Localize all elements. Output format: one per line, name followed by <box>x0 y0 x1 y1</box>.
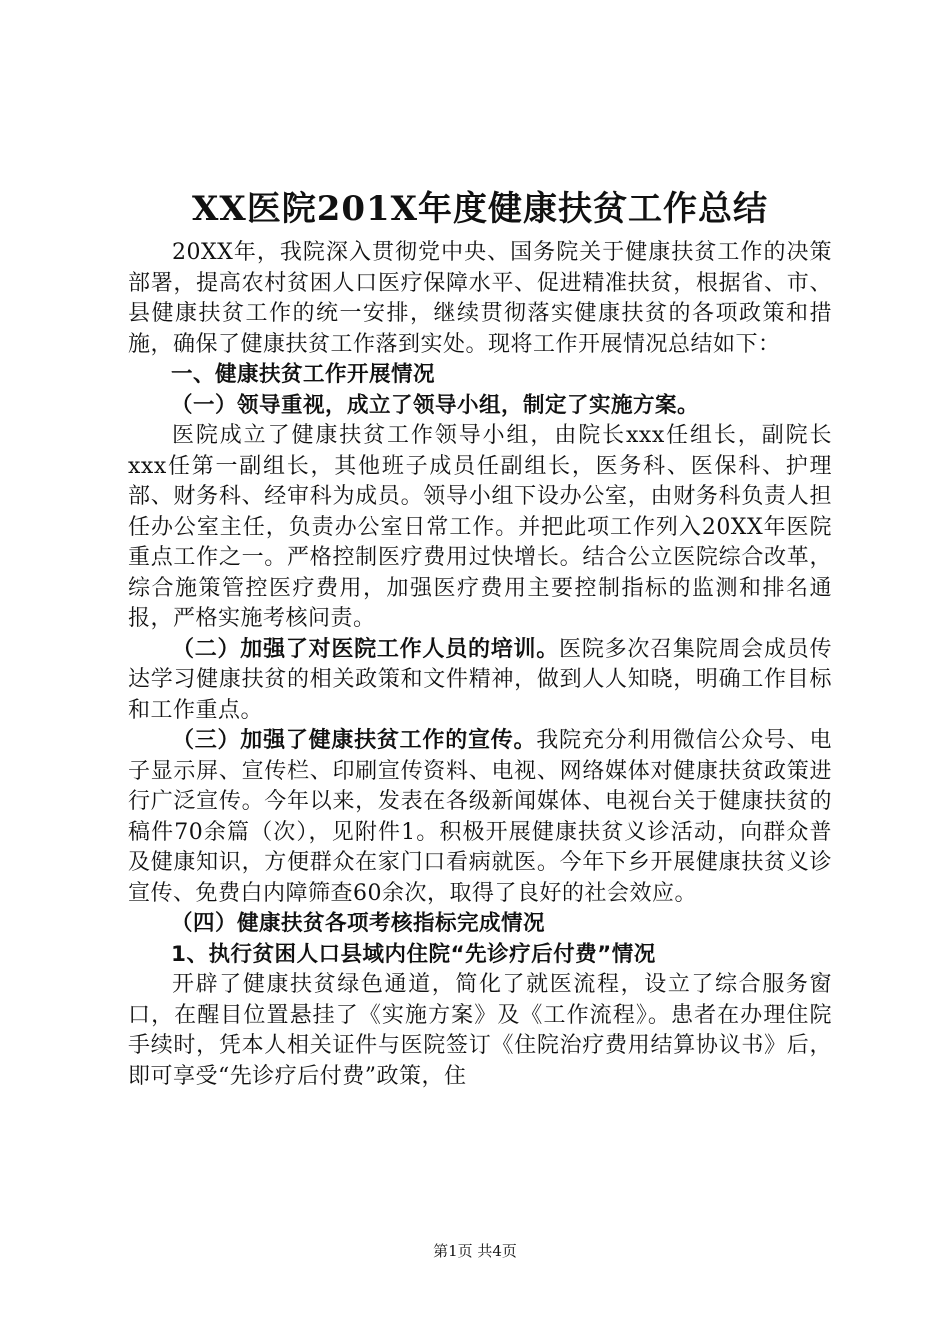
subsection-heading-1: （一）领导重视，成立了领导小组，制定了实施方案。 <box>171 392 700 418</box>
intro-paragraph: 20XX年，我院深入贯彻党中央、国务院关于健康扶贫工作的决策部署，提高农村贫困人口医疗保障水平、促进精准扶贫，根据省、市、县健康扶贫工作的统一安排，继续贯彻落实健康扶贫的各项政策和措施，确保了健康扶贫工作落到实处。现将工作开展情况总结如下： <box>128 240 832 357</box>
page-footer: 第1页 共4页 <box>433 1242 517 1260</box>
document-title: XX医院201X年度健康扶贫工作总结 <box>191 189 769 229</box>
publicity-paragraph <box>128 726 832 909</box>
publicity-lead: （三）加强了健康扶贫工作的宣传。 <box>172 728 537 753</box>
green-channel-paragraph: 开辟了健康扶贫绿色通道，简化了就医流程，设立了综合服务窗口，在醒目位置悬挂了《实施方案》及《工作流程》。患者在办理住院手续时，凭本人相关证件与医院签订《住院治疗费用结算协议书》后，即可享受“先诊疗后付费”政策，住 <box>128 972 832 1089</box>
training-text: 医院多次召集院周会成员传达学习健康扶贫的相关政策和文件精神，做到人人知晓，明确工作目标和工作重点。 <box>128 636 832 723</box>
item-heading-1: 1、执行贫困人口县域内住院“先诊疗后付费”情况 <box>171 941 656 967</box>
publicity-text: 我院充分利用微信公众号、电子显示屏、宣传栏、印刷宣传资料、电视、网络媒体对健康扶贫政策进行广泛宣传。今年以来，发表在各级新闻媒体、电视台关于健康扶贫的稿件70余篇（次），见附件1。积极开展健康扶贫义诊活动，向群众普及健康知识，方便群众在家门口看病就医。今年下乡开展健康扶贫义诊宣传、免费白内障筛查60余次，取得了良好的社会效应。 <box>128 728 832 906</box>
training-lead: （二）加强了对医院工作人员的培训。 <box>172 636 560 662</box>
section-heading-1: 一、健康扶贫工作开展情况 <box>171 362 436 387</box>
document-body <box>128 186 832 1092</box>
leadership-paragraph: 医院成立了健康扶贫工作领导小组，由院长xxx任组长，副院长xxx任第一副组长，其他班子成员任副组长，医务科、医保科、护理部、财务科、经审科为成员。领导小组下设办公室，由财务科负责人担任办公室主任，负责办公室日常工作。并把此项工作列入20XX年医院重点工作之一。严格控制医疗费用过快增长。结合公立医院综合改革，综合施策管控医疗费用，加强医疗费用主要控制指标的监测和排名通报，严格实施考核问责。 <box>128 423 832 631</box>
training-paragraph <box>128 635 832 727</box>
subsection-heading-4: （四）健康扶贫各项考核指标完成情况 <box>171 911 546 936</box>
